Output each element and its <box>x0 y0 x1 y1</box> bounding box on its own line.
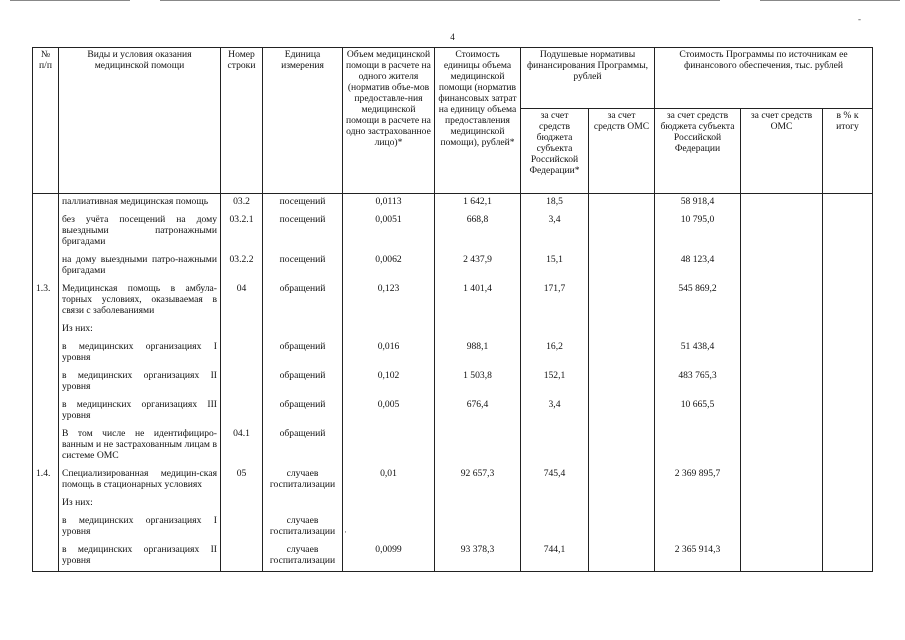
cell-name: в медицинских организациях I уровня <box>59 339 221 368</box>
table-row <box>33 194 873 213</box>
cell-unit-cost: 1 503,8 <box>435 368 521 397</box>
cell-name: Медицинская помощь в амбула-торных условиях, оказываемая в связи с заболеваниями <box>59 281 221 321</box>
cell-per-capita-oms <box>589 542 655 572</box>
cell-program-pct <box>823 252 873 281</box>
cell-row-code: 03.2 <box>221 194 263 213</box>
cell-program-oms <box>741 513 823 542</box>
cell-num <box>33 339 59 368</box>
cell-row-code <box>221 339 263 368</box>
cell-program-budget: 48 123,4 <box>655 252 741 281</box>
cell-num <box>33 212 59 252</box>
col-header-volume: Объем медицинской помощи в расчете на одного жителя (норматив объе-мов предоставле-ния медицинской помощи в расчете на одно застрахованное лицо)* <box>343 48 435 194</box>
cell-unit <box>263 321 343 339</box>
cell-unit-cost <box>435 495 521 513</box>
cell-volume: 0,0099 <box>343 542 435 572</box>
cell-num <box>33 194 59 213</box>
cell-per-capita-oms <box>589 513 655 542</box>
cell-unit: посещений <box>263 252 343 281</box>
cell-program-budget: 51 438,4 <box>655 339 741 368</box>
cell-volume: 0,005 <box>343 397 435 426</box>
table-row <box>33 513 873 542</box>
cell-program-pct <box>823 542 873 572</box>
cell-unit-cost: 676,4 <box>435 397 521 426</box>
table-row <box>33 495 873 513</box>
cell-program-pct <box>823 513 873 542</box>
cell-per-capita-budget <box>521 321 589 339</box>
cell-program-oms <box>741 212 823 252</box>
cell-name: В том числе не идентифициро-ванным и не застрахованным лицам в системе ОМС <box>59 426 221 466</box>
col-header-per-capita-oms: за счет средств ОМС <box>589 109 655 194</box>
cell-program-pct <box>823 368 873 397</box>
cell-unit-cost <box>435 426 521 466</box>
table-row <box>33 368 873 397</box>
cell-volume: 0,102 <box>343 368 435 397</box>
cell-program-budget: 2 369 895,7 <box>655 466 741 495</box>
cell-num <box>33 397 59 426</box>
col-header-program-oms: за счет средств ОМС <box>741 109 823 194</box>
col-header-program-pct: в % к итогу <box>823 109 873 194</box>
cell-program-pct <box>823 397 873 426</box>
cell-program-budget <box>655 426 741 466</box>
page-number: 4 <box>450 32 455 42</box>
cell-program-budget: 483 765,3 <box>655 368 741 397</box>
header-row-1 <box>33 48 873 109</box>
cell-volume: 0,0051 <box>343 212 435 252</box>
cell-per-capita-oms <box>589 194 655 213</box>
cell-row-code: 04 <box>221 281 263 321</box>
cell-per-capita-oms <box>589 252 655 281</box>
cell-unit: посещений <box>263 194 343 213</box>
cell-program-pct <box>823 194 873 213</box>
cell-volume: 0,123 <box>343 281 435 321</box>
cell-name: в медицинских организациях II уровня <box>59 368 221 397</box>
cell-num <box>33 513 59 542</box>
table-row <box>33 339 873 368</box>
cell-name: паллиативная медицинская помощь <box>59 194 221 213</box>
cell-per-capita-budget: 16,2 <box>521 339 589 368</box>
cell-program-budget: 10 795,0 <box>655 212 741 252</box>
cell-num: 1.3. <box>33 281 59 321</box>
cell-name: без учёта посещений на дому выездными патронажными бригадами <box>59 212 221 252</box>
cell-num <box>33 495 59 513</box>
cell-row-code: 03.2.1 <box>221 212 263 252</box>
cell-unit: случаев госпитализации <box>263 542 343 572</box>
cell-per-capita-oms <box>589 426 655 466</box>
cell-per-capita-budget: 171,7 <box>521 281 589 321</box>
cell-unit: посещений <box>263 212 343 252</box>
cell-row-code <box>221 495 263 513</box>
cell-per-capita-budget: 15,1 <box>521 252 589 281</box>
cell-volume <box>343 495 435 513</box>
cell-program-oms <box>741 495 823 513</box>
cell-volume: 0,01 <box>343 466 435 495</box>
cell-program-budget: 10 665,5 <box>655 397 741 426</box>
cell-name: на дому выездными патро-нажными бригадами <box>59 252 221 281</box>
corner-mark: - <box>858 14 861 24</box>
cell-per-capita-oms <box>589 466 655 495</box>
cell-name: Из них: <box>59 495 221 513</box>
cell-unit-cost: 1 401,4 <box>435 281 521 321</box>
cell-program-oms <box>741 426 823 466</box>
col-header-row: Номер строки <box>221 48 263 194</box>
cell-row-code <box>221 397 263 426</box>
cell-program-oms <box>741 252 823 281</box>
cell-unit-cost: 988,1 <box>435 339 521 368</box>
cell-per-capita-oms <box>589 397 655 426</box>
cell-per-capita-oms <box>589 339 655 368</box>
cell-volume: 0,016 <box>343 339 435 368</box>
cell-program-budget <box>655 321 741 339</box>
program-cost-table <box>32 47 873 572</box>
cell-per-capita-oms <box>589 495 655 513</box>
cell-unit: случаев госпитализации <box>263 466 343 495</box>
cell-num <box>33 368 59 397</box>
table-row <box>33 426 873 466</box>
cell-row-code: 05 <box>221 466 263 495</box>
col-header-cost: Стоимость единицы объема медицинской помощи (норматив финансовых затрат на единицу объема предоставления медицинской помощи), рублей* <box>435 48 521 194</box>
cell-volume: 0,0062 <box>343 252 435 281</box>
cell-program-pct <box>823 466 873 495</box>
cell-name: Из них: <box>59 321 221 339</box>
cell-program-budget <box>655 513 741 542</box>
cell-program-oms <box>741 466 823 495</box>
cell-per-capita-budget: 3,4 <box>521 212 589 252</box>
col-header-per-capita-budget: за счет средств бюджета субъекта Российской Федерации* <box>521 109 589 194</box>
cell-per-capita-budget <box>521 426 589 466</box>
cell-program-oms <box>741 194 823 213</box>
cell-per-capita-budget: 745,4 <box>521 466 589 495</box>
cell-volume <box>343 426 435 466</box>
cell-row-code <box>221 321 263 339</box>
cell-unit-cost <box>435 513 521 542</box>
table-row <box>33 321 873 339</box>
table-row <box>33 397 873 426</box>
scan-dot: · <box>344 527 347 537</box>
group-header-per-capita: Подушевые нормативы финансирования Программы, рублей <box>521 48 655 109</box>
cell-per-capita-budget: 3,4 <box>521 397 589 426</box>
cell-per-capita-budget: 18,5 <box>521 194 589 213</box>
cell-program-pct <box>823 495 873 513</box>
cell-name: Специализированная медицин-ская помощь в стационарных условиях <box>59 466 221 495</box>
cell-unit: обращений <box>263 397 343 426</box>
table-body <box>33 194 873 572</box>
cell-program-pct <box>823 339 873 368</box>
cell-per-capita-budget <box>521 513 589 542</box>
cell-unit-cost: 93 378,3 <box>435 542 521 572</box>
cell-per-capita-budget <box>521 495 589 513</box>
table-row <box>33 466 873 495</box>
scan-top-rule <box>0 0 905 6</box>
cell-unit-cost: 2 437,9 <box>435 252 521 281</box>
cell-program-oms <box>741 368 823 397</box>
cell-program-pct <box>823 281 873 321</box>
col-header-name: Виды и условия оказания медицинской помощи <box>59 48 221 194</box>
group-header-program-cost: Стоимость Программы по источникам ее финансового обеспечения, тыс. рублей <box>655 48 873 109</box>
cell-program-oms <box>741 397 823 426</box>
cell-unit-cost: 1 642,1 <box>435 194 521 213</box>
table-row <box>33 252 873 281</box>
cell-per-capita-budget: 152,1 <box>521 368 589 397</box>
cell-unit-cost: 92 657,3 <box>435 466 521 495</box>
cell-volume <box>343 513 435 542</box>
cell-name: в медицинских организациях II уровня <box>59 542 221 572</box>
cell-row-code <box>221 542 263 572</box>
cell-program-budget: 2 365 914,3 <box>655 542 741 572</box>
cell-row-code: 03.2.2 <box>221 252 263 281</box>
cell-program-oms <box>741 542 823 572</box>
cell-row-code <box>221 513 263 542</box>
cell-unit: обращений <box>263 368 343 397</box>
cell-per-capita-oms <box>589 368 655 397</box>
col-header-unit: Единица измерения <box>263 48 343 194</box>
cell-unit: обращений <box>263 339 343 368</box>
cell-program-oms <box>741 321 823 339</box>
cell-program-budget <box>655 495 741 513</box>
cell-unit-cost <box>435 321 521 339</box>
cell-program-pct <box>823 212 873 252</box>
cell-unit: случаев госпитализации <box>263 513 343 542</box>
col-header-program-budget: за счет средств бюджета субъекта Российской Федерации <box>655 109 741 194</box>
col-header-num: № п/п <box>33 48 59 194</box>
table-row <box>33 212 873 252</box>
cell-per-capita-budget: 744,1 <box>521 542 589 572</box>
cell-per-capita-oms <box>589 321 655 339</box>
cell-program-oms <box>741 339 823 368</box>
cell-unit: обращений <box>263 281 343 321</box>
cell-num: 1.4. <box>33 466 59 495</box>
table-row <box>33 281 873 321</box>
cell-volume <box>343 321 435 339</box>
cell-program-pct <box>823 321 873 339</box>
cell-volume: 0,0113 <box>343 194 435 213</box>
cell-row-code <box>221 368 263 397</box>
cell-row-code: 04.1 <box>221 426 263 466</box>
table-row <box>33 542 873 572</box>
cell-unit <box>263 495 343 513</box>
cell-unit: обращений <box>263 426 343 466</box>
cell-program-budget: 58 918,4 <box>655 194 741 213</box>
cell-name: в медицинских организациях I уровня <box>59 513 221 542</box>
cell-num <box>33 542 59 572</box>
cell-unit-cost: 668,8 <box>435 212 521 252</box>
cell-name: в медицинских организациях III уровня <box>59 397 221 426</box>
cell-num <box>33 252 59 281</box>
cell-num <box>33 426 59 466</box>
cell-program-pct <box>823 426 873 466</box>
cell-program-oms <box>741 281 823 321</box>
cell-per-capita-oms <box>589 212 655 252</box>
cell-num <box>33 321 59 339</box>
cell-per-capita-oms <box>589 281 655 321</box>
cell-program-budget: 545 869,2 <box>655 281 741 321</box>
